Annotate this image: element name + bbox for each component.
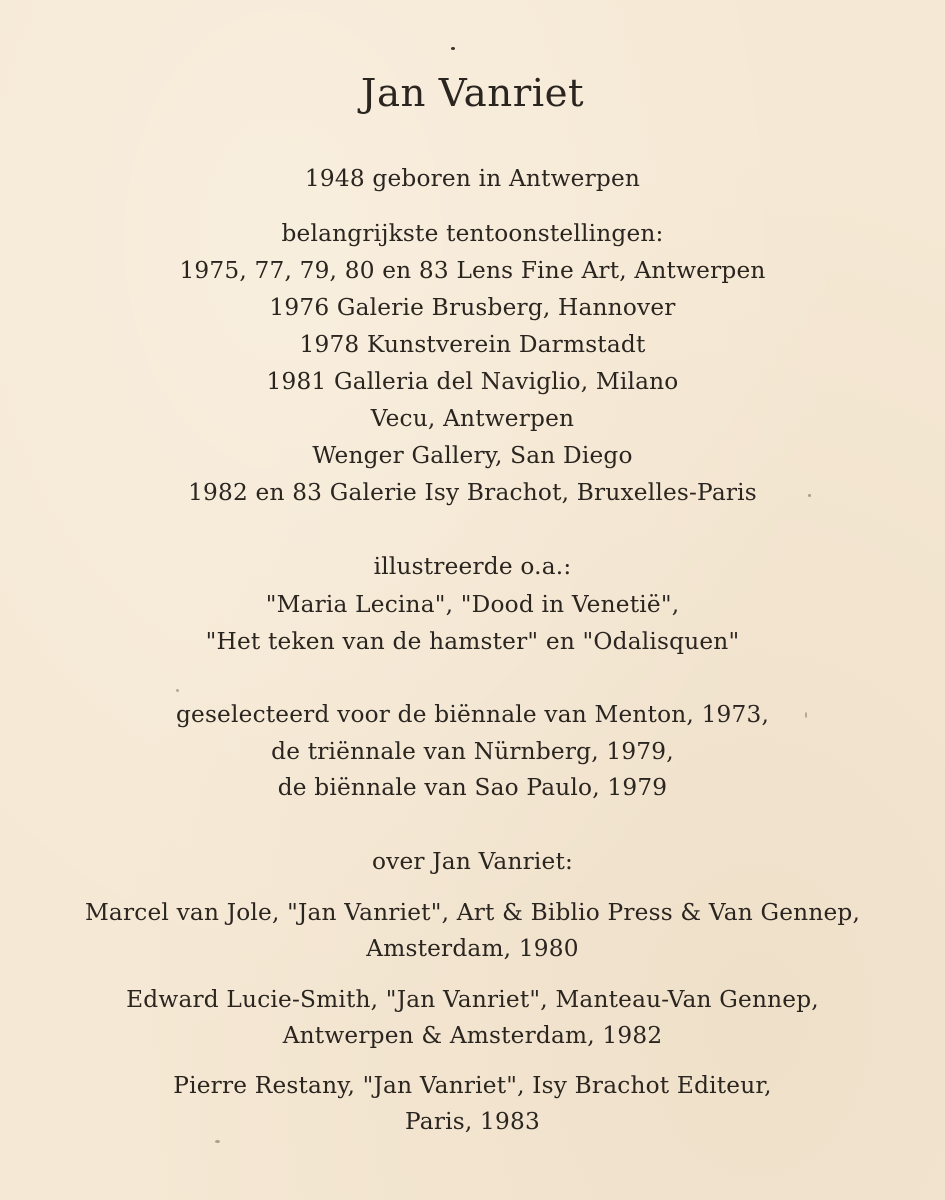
paper-speck	[176, 689, 179, 692]
reference-line: Amsterdam, 1980	[366, 935, 579, 962]
exhibitions-heading: belangrijkste tentoonstellingen:	[281, 220, 664, 247]
selection-line: de triënnale van Nürnberg, 1979,	[271, 738, 674, 765]
exhibition-item: Vecu, Antwerpen	[370, 405, 575, 432]
page-title: Jan Vanriet	[360, 71, 585, 116]
reference-line: Marcel van Jole, "Jan Vanriet", Art & Biblio Press & Van Gennep,	[84, 899, 861, 926]
reference-line: Pierre Restany, "Jan Vanriet", Isy Brachot Editeur,	[173, 1072, 772, 1099]
selection-line: geselecteerd voor de biënnale van Menton, 1973,	[175, 701, 770, 728]
illustration-line: "Het teken van de hamster" en "Odalisquen"	[205, 628, 740, 655]
selection-line: de biënnale van Sao Paulo, 1979	[277, 774, 668, 801]
paper-speck	[215, 1140, 220, 1143]
reference-line: Edward Lucie-Smith, "Jan Vanriet", Manteau-Van Gennep,	[126, 986, 819, 1013]
reference-line: Antwerpen & Amsterdam, 1982	[282, 1022, 663, 1049]
paper-speck	[451, 47, 455, 50]
illustration-line: "Maria Lecina", "Dood in Venetië",	[265, 591, 680, 618]
reference-line: Paris, 1983	[405, 1108, 540, 1135]
illustrations-heading: illustreerde o.a.:	[373, 553, 572, 580]
about-heading: over Jan Vanriet:	[371, 848, 574, 875]
exhibition-item: 1981 Galleria del Naviglio, Milano	[266, 368, 679, 395]
exhibition-item: 1975, 77, 79, 80 en 83 Lens Fine Art, Antwerpen	[179, 257, 766, 284]
exhibition-item: 1978 Kunstverein Darmstadt	[299, 331, 646, 358]
exhibition-item: 1982 en 83 Galerie Isy Brachot, Bruxelles-Paris	[188, 479, 757, 506]
birth-line: 1948 geboren in Antwerpen	[304, 165, 641, 192]
exhibition-item: 1976 Galerie Brusberg, Hannover	[269, 294, 676, 321]
exhibition-item: Wenger Gallery, San Diego	[312, 442, 633, 469]
